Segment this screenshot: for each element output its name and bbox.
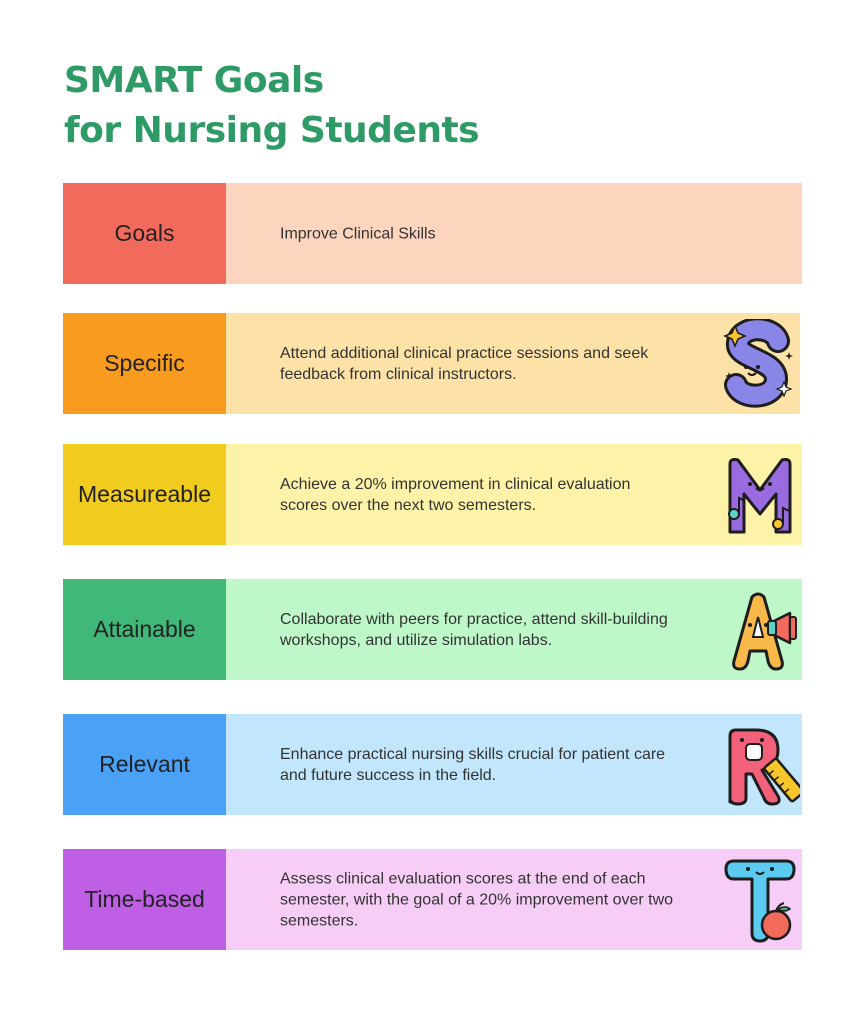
row-label: Attainable: [63, 579, 226, 680]
smart-row-time-based: [63, 849, 802, 950]
smart-row-goals: [63, 183, 802, 284]
row-label: Time-based: [63, 849, 226, 950]
title-line-1: SMART Goals: [64, 60, 324, 101]
row-description: Collaborate with peers for practice, attend skill-building workshops, and utilize simulation labs.: [280, 610, 668, 649]
row-label: Specific: [63, 313, 226, 414]
letter-a-icon: [720, 585, 800, 675]
page-title: [64, 56, 479, 156]
smart-row-specific: [63, 313, 800, 414]
smart-row-measureable: [63, 444, 802, 545]
row-label: Measureable: [63, 444, 226, 545]
letter-r-icon: [720, 720, 800, 810]
smart-row-relevant: [63, 714, 802, 815]
row-description: Assess clinical evaluation scores at the end of each semester, with the goal of a 20% improvement over two semesters.: [280, 870, 674, 929]
letter-t-icon: [720, 855, 800, 945]
row-description: Improve Clinical Skills: [280, 225, 436, 242]
letter-s-icon: [718, 319, 798, 409]
letter-m-icon: [720, 450, 800, 540]
row-description: Enhance practical nursing skills crucial for patient care and future success in the field.: [280, 745, 666, 784]
title-line-2: for Nursing Students: [64, 110, 480, 151]
row-label: Relevant: [63, 714, 226, 815]
row-description: Achieve a 20% improvement in clinical evaluation scores over the next two semesters.: [280, 475, 631, 514]
smart-row-attainable: [63, 579, 802, 680]
row-description: Attend additional clinical practice sessions and seek feedback from clinical instructors.: [280, 344, 649, 383]
row-label: Goals: [63, 183, 226, 284]
